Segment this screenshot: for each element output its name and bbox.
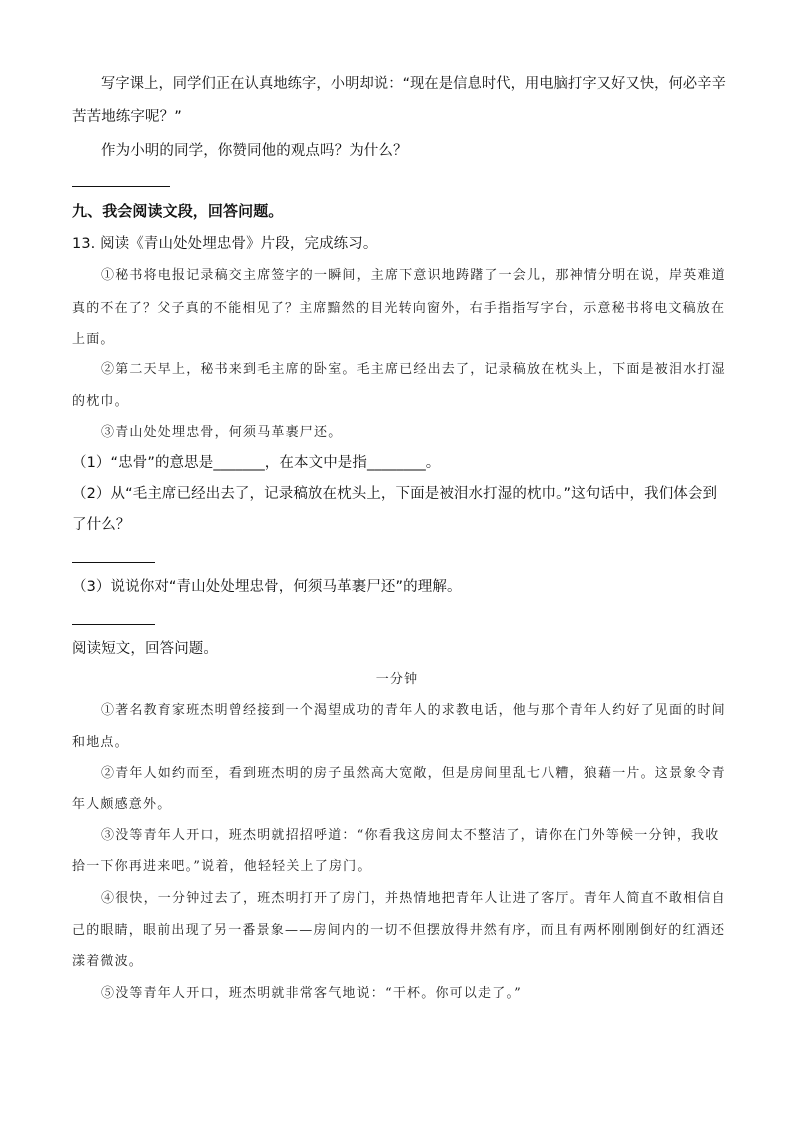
- sub-question-1: （1）“忠骨”的意思是_______，在本文中是指________。: [72, 455, 441, 471]
- excerpt-para-1-line-1: ①秘书将电报记录稿交主席签字的一瞬间，主席下意识地踌躇了一会儿，那神情分明在说，岸英难道: [101, 268, 726, 283]
- excerpt-para-3-line-1: ③青山处处埋忠骨，何须马革裹尸还。: [101, 425, 343, 440]
- excerpt-para-2-line-1: ②第二天早上，秘书来到毛主席的卧室。毛主席已经出去了，记录稿放在枕头上，下面是被泪水打湿: [101, 362, 726, 377]
- excerpt-para-1-line-2: 真的不在了？父子真的不能相见了？主席黯然的目光转向窗外，右手指指写字台，示意秘书将电文稿放在: [72, 301, 726, 316]
- story-para-1-line-2: 和地点。: [72, 735, 129, 750]
- story-para-2-line-1: ②青年人如约而至，看到班杰明的房子虽然高大宽敞，但是房间里乱七八糟，狼藉一片。这景象令青: [101, 766, 726, 781]
- answer-blank-line: [72, 562, 155, 563]
- story-para-5-line-1: ⑤没等青年人开口，班杰明就非常客气地说：“干杯。你可以走了。”: [101, 986, 522, 1001]
- excerpt-para-1-line-3: 上面。: [72, 332, 115, 347]
- section-heading: 九、我会阅读文段，回答问题。: [72, 202, 284, 220]
- answer-blank-line: [72, 624, 155, 625]
- excerpt-para-2-line-2: 的枕巾。: [72, 394, 129, 409]
- writing-question-line-3: 作为小明的同学，你赞同他的观点吗？为什么？: [101, 143, 408, 159]
- story-para-2-line-2: 年人颇感意外。: [72, 797, 172, 812]
- answer-blank-line: [72, 186, 170, 187]
- story-para-3-line-1: ③没等青年人开口，班杰明就招招呼道：“你看我这房间太不整洁了，请你在门外等候一分钟，我收: [101, 828, 720, 843]
- story-para-4-line-1: ④很快，一分钟过去了，班杰明打开了房门，并热情地把青年人让进了客厅。青年人简直不敢相信自: [101, 891, 726, 906]
- sub-question-3: （3）说说你对“青山处处埋忠骨，何须马革裹尸还”的理解。: [72, 579, 462, 595]
- sub-question-2-line-2: 了什么？: [72, 517, 131, 533]
- reading-intro: 阅读短文，回答问题。: [72, 641, 218, 657]
- writing-question-line-1: 写字课上，同学们正在认真地练字，小明却说：“现在是信息时代，用电脑打字又好又快，何必辛辛: [101, 76, 727, 92]
- sub-question-2-line-1: （2）从“毛主席已经出去了，记录稿放在枕头上，下面是被泪水打湿的枕巾。”这句话中，我们体会到: [72, 486, 718, 502]
- story-para-1-line-1: ①著名教育家班杰明曾经接到一个渴望成功的青年人的求教电话，他与那个青年人约好了见面的时间: [101, 703, 726, 718]
- story-para-3-line-2: 拾一下你再进来吧。”说着，他轻轻关上了房门。: [72, 859, 372, 874]
- writing-question-line-2: 苦苦地练字呢？”: [72, 109, 182, 125]
- story-para-4-line-3: 漾着微波。: [72, 954, 144, 969]
- story-title: 一分钟: [375, 672, 419, 687]
- story-para-4-line-2: 己的眼睛，眼前出现了另一番景象——房间内的一切不但摆放得井然有序，而且有两杯刚刚倒好的红酒还: [72, 923, 726, 938]
- question-13-intro: 13. 阅读《青山处处埋忠骨》片段，完成练习。: [72, 236, 378, 252]
